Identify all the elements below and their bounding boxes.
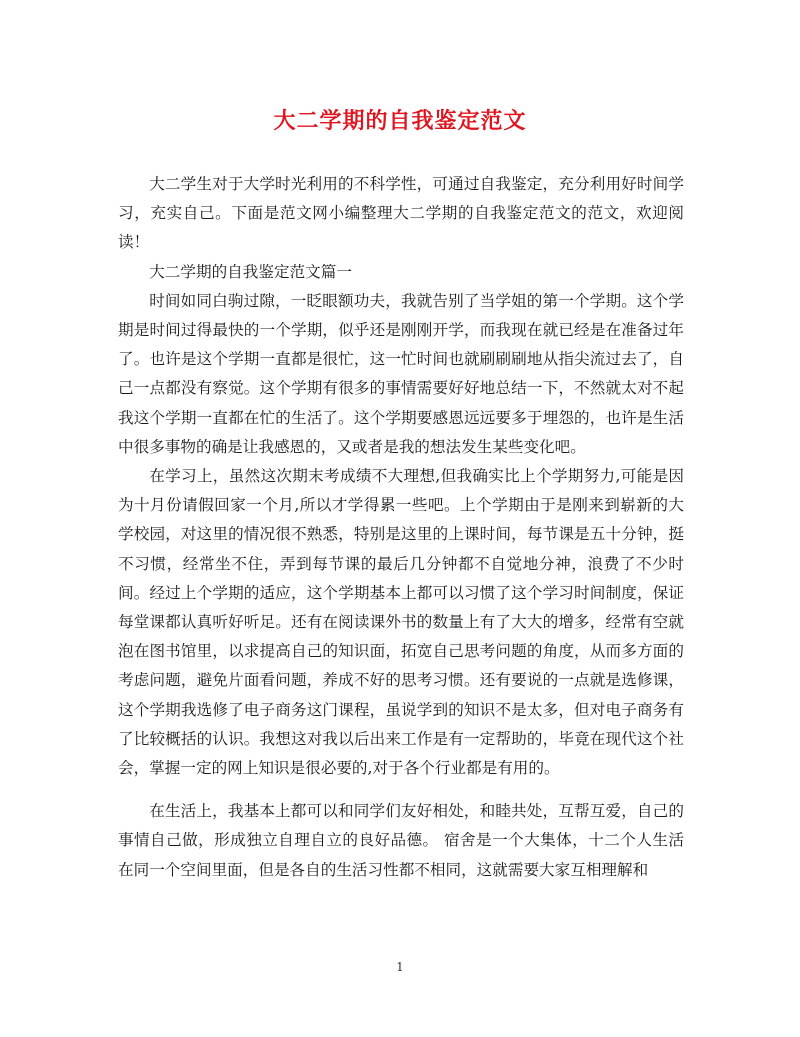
document-body [118, 170, 684, 885]
section-heading: 大二学期的自我鉴定范文篇一 [149, 262, 352, 281]
body-paragraph-time: 时间如同白驹过隙，一眨眼额功夫，我就告别了当学姐的第一个学期。这个学期是时间过得最快的一个学期，似乎还是刚刚开学，而我现在就已经是在准备过年了。也许是这个学期一直都是很忙，这一忙时间也就刷刷刷地从指尖流过去了，自己一点都没有察觉。这个学期有很多的事情需要好好地总结一下，不然就太对不起我这个学期一直都在忙的生活了。这个学期要感恩远远要多于埋怨的，也许是生活中很多事物的确是让我感恩的，又或者是我的想法发生某些变化吧。 [118, 291, 684, 456]
body-paragraph-life: 在生活上，我基本上都可以和同学们友好相处，和睦共处，互帮互爱，自己的事情自己做，形成独立自理自立的良好品德。 宿舍是一个大集体，十二个人生活在同一个空间里面，但是各自的生活习性都不相同，这就需要大家互相理解和 [118, 802, 684, 879]
page-number: 1 [396, 960, 404, 974]
intro-paragraph: 大二学生对于大学时光利用的不科学性，可通过自我鉴定，充分利用好时间学习，充实自己。下面是范文网小编整理大二学期的自我鉴定范文的范文，欢迎阅读！ [118, 175, 684, 252]
body-paragraph-study: 在学习上，虽然这次期末考成绩不大理想,但我确实比上个学期努力,可能是因为十月份请假回家一个月,所以才学得累一些吧。上个学期由于是刚来到崭新的大学校园，对这里的情况很不熟悉，特别是这里的上课时间，每节课是五十分钟，挺不习惯，经常坐不住，弄到每节课的最后几分钟都不自觉地分神，浪费了不少时间。经过上个学期的适应，这个学期基本上都可以习惯了这个学习时间制度，保证每堂课都认真听好听足。还有在阅读课外书的数量上有了大大的增多，经常有空就泡在图书馆里，以求提高自己的知识面，拓宽自己思考问题的角度，从而多方面的考虑问题，避免片面看问题，养成不好的思考习惯。还有要说的一点就是选修课，这个学期我选修了电子商务这门课程，虽说学到的知识不是太多，但对电子商务有了比较概括的认识。我想这对我以后出来工作是有一定帮助的，毕竟在现代这个社会，掌握一定的网上知识是很必要的,对于各个行业都是有用的。 [118, 467, 684, 778]
document-title: 大二学期的自我鉴定范文 [273, 108, 527, 134]
